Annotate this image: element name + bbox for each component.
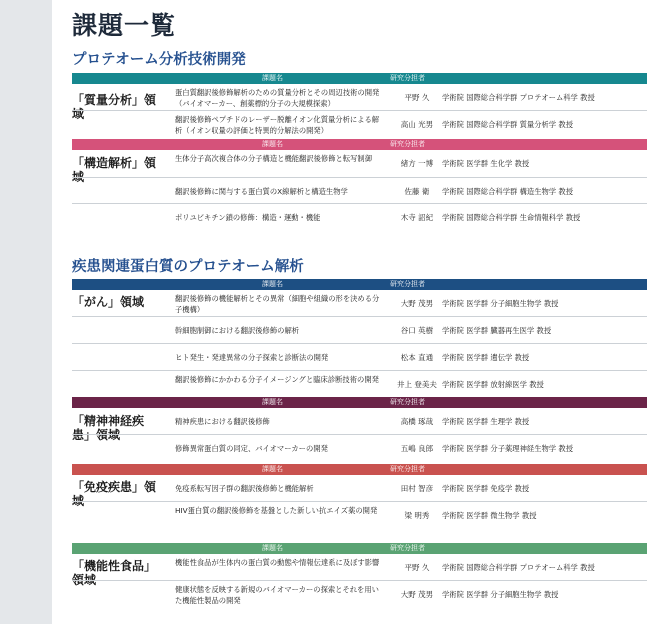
header-pi-label: 研究分担者 (390, 398, 425, 406)
pi-affiliation: 学術院 医学群 放射線医学 教授 (442, 380, 544, 389)
pi-name: 松本 直通 (400, 353, 434, 362)
topic-text: 蛋白質翻訳後修飾解析のための質量分析とその周辺技術の開発（バイオマーカー、創薬標的分子の大規模探索） (175, 88, 380, 108)
pi-name: 木寺 詔紀 (400, 213, 434, 222)
table-header (72, 139, 647, 150)
pi-affiliation: 学術院 医学群 微生物学 教授 (442, 511, 537, 520)
header-topic-label: 課題名 (262, 140, 283, 148)
table-row (72, 84, 647, 111)
header-topic-label: 課題名 (262, 280, 283, 288)
domain-label: 「がん」領域 (72, 295, 145, 309)
topic-text: 翻訳後修飾ペプチドのレーザー脱離イオン化質量分析による解析（イオン収量の評価と特異的分解法の開発） (175, 115, 380, 135)
domain-block-food (72, 543, 647, 607)
table-row (72, 150, 647, 178)
domain-block-cancer (72, 279, 647, 398)
pi-name: 佐藤 衛 (404, 187, 430, 196)
table-row (72, 581, 647, 607)
domain-block-immune (72, 464, 647, 530)
pi-affiliation: 学術院 医学群 臓器再生医学 教授 (442, 326, 552, 335)
pi-name: 大野 茂男 (400, 590, 434, 599)
table-header (72, 279, 647, 290)
pi-name: 平野 久 (404, 93, 430, 102)
page-title: 課題一覧 (72, 11, 177, 40)
pi-affiliation: 学術院 国際総合科学群 質量分析学 教授 (442, 120, 574, 129)
table-row (72, 475, 647, 502)
pi-name: 緒方 一博 (400, 159, 434, 168)
pi-name: 谷口 英樹 (400, 326, 434, 335)
pi-affiliation: 学術院 医学群 分子細胞生物学 教授 (442, 590, 559, 599)
table-row (72, 204, 647, 230)
table-row (72, 111, 647, 137)
topic-text: 幹細胞制御における翻訳後修飾の解析 (175, 326, 300, 335)
topic-text: 生体分子高次複合体の分子構造と機能翻訳後修飾と転写制御 (175, 154, 373, 163)
pi-name: 高山 光男 (400, 120, 434, 129)
domain-label: 「免疫疾患」領域 (72, 480, 157, 508)
table-header (72, 464, 647, 475)
pi-affiliation: 学術院 国際総合科学群 構造生物学 教授 (442, 187, 574, 196)
section-title-proteome-tech: プロテオーム分析技術開発 (72, 52, 246, 68)
section-title-disease-proteome: 疾患関連蛋白質のプロテオーム解析 (72, 259, 304, 275)
pi-name: 梁 明秀 (404, 511, 430, 520)
topic-text: 健康状態を反映する新規のバイオマーカーの探索とそれを用いた機能性製品の開発 (175, 585, 379, 605)
header-topic-label: 課題名 (262, 398, 283, 406)
header-topic-label: 課題名 (262, 544, 283, 552)
topic-text: ヒト発生・発達異常の分子探索と診断法の開発 (175, 353, 329, 362)
header-pi-label: 研究分担者 (390, 465, 425, 473)
domain-label: 「構造解析」領域 (72, 156, 157, 184)
topic-text: 免疫系転写因子群の翻訳後修飾と機能解析 (175, 484, 314, 493)
table-header (72, 397, 647, 408)
table-header (72, 73, 647, 84)
header-topic-label: 課題名 (262, 74, 283, 82)
domain-block-structure (72, 139, 647, 230)
topic-text: 精神疾患における翻訳後修飾 (175, 417, 270, 426)
header-topic-label: 課題名 (262, 465, 283, 473)
header-pi-label: 研究分担者 (390, 544, 425, 552)
header-pi-label: 研究分担者 (390, 280, 425, 288)
pi-name: 井上 登美夫 (397, 380, 437, 389)
domain-label: 「機能性食品」領域 (72, 559, 157, 587)
table-row (72, 408, 647, 435)
pi-affiliation: 学術院 医学群 生理学 教授 (442, 417, 530, 426)
table-header (72, 543, 647, 554)
header-pi-label: 研究分担者 (390, 74, 425, 82)
table-row (72, 371, 647, 398)
pi-affiliation: 学術院 医学群 分子細胞生物学 教授 (442, 299, 559, 308)
table-row (72, 290, 647, 317)
pi-affiliation: 学術院 国際総合科学群 生命情報科学 教授 (442, 213, 581, 222)
table-row (72, 317, 647, 344)
table-row (72, 502, 647, 530)
topic-text: 修飾異常蛋白質の同定、バイオマーカーの開発 (175, 444, 328, 453)
topic-text: 翻訳後修飾の機能解析とその異常（細胞や組織の形を決める分子機構） (175, 294, 380, 314)
table-row (72, 178, 647, 204)
table-row (72, 435, 647, 461)
pi-affiliation: 学術院 医学群 生化学 教授 (442, 159, 530, 168)
header-pi-label: 研究分担者 (390, 140, 425, 148)
pi-affiliation: 学術院 医学群 分子薬理神経生物学 教授 (442, 444, 574, 453)
domain-block-mass-spec (72, 73, 647, 137)
pi-name: 平野 久 (404, 563, 430, 572)
pi-affiliation: 学術院 医学群 遺伝学 教授 (442, 353, 530, 362)
domain-label: 「質量分析」領域 (72, 93, 157, 121)
pi-name: 高橋 琢哉 (400, 417, 434, 426)
topic-text: ポリユビキチン鎖の修飾：構造・運動・機能 (175, 213, 321, 222)
pi-affiliation: 学術院 国際総合科学群 プロテオーム科学 教授 (442, 93, 595, 102)
pi-name: 田村 智彦 (400, 484, 434, 493)
topic-text: 機能性食品が生体内の蛋白質の動態や情報伝達系に及ぼす影響 (175, 558, 380, 567)
topic-text: 翻訳後修飾に関与する蛋白質のX線解析と構造生物学 (175, 187, 348, 196)
topic-text: HIV蛋白質の翻訳後修飾を基盤とした新しい抗エイズ薬の開発 (175, 506, 378, 515)
domain-label: 「精神神経疾患」領域 (72, 414, 145, 442)
topic-text: 翻訳後修飾にかかわる分子イメージングと臨床診断技術の開発 (175, 375, 379, 384)
domain-block-neuro (72, 397, 647, 461)
pi-name: 五嶋 良郎 (400, 444, 434, 453)
pi-name: 大野 茂男 (400, 299, 434, 308)
table-row (72, 554, 647, 581)
pi-affiliation: 学術院 医学群 免疫学 教授 (442, 484, 530, 493)
pi-affiliation: 学術院 国際総合科学群 プロテオーム科学 教授 (442, 563, 595, 572)
table-row (72, 344, 647, 371)
